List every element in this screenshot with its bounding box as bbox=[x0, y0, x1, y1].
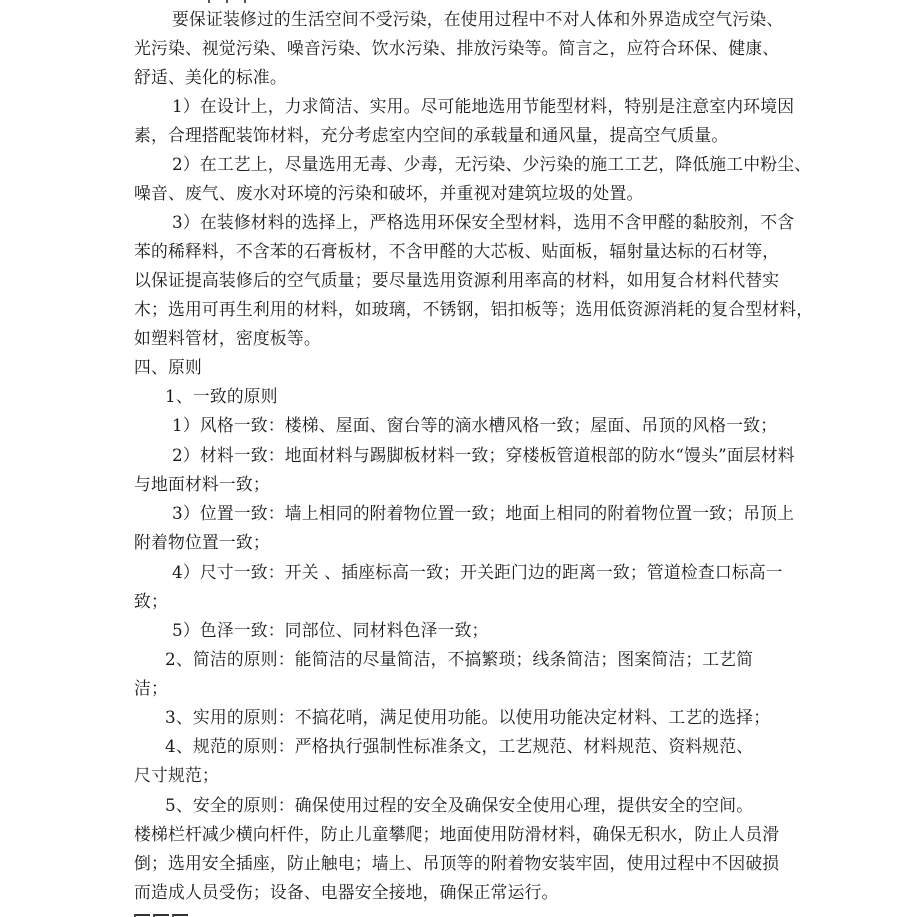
standards-line-1: 4、规范的原则：严格执行强制性标准条文，工艺规范、材料规范、资料规范、 bbox=[165, 736, 754, 756]
materials-item-line-4: 木；选用可再生利用的材料，如玻璃，不锈钢，铝扣板等；选用低资源消耗的复合型材料， bbox=[134, 299, 814, 319]
consistency-color-line: 5）色泽一致：同部位、同材料色泽一致； bbox=[172, 620, 489, 640]
materials-item-line-3: 以保证提高装修后的空气质量；要尽量选用资源利用率高的材料，如用复合材料代替实 bbox=[134, 270, 780, 290]
consistency-position-line-1: 3）位置一致：墙上相同的附着物位置一致；地面上相同的附着物位置一致；吊顶上 bbox=[172, 503, 795, 523]
consistency-position-line-2: 附着物位置一致； bbox=[134, 532, 270, 552]
para-1-line-3: 舒适、美化的标准。 bbox=[134, 67, 287, 87]
section-heading: 四、原则 bbox=[134, 357, 202, 377]
materials-item-line-5: 如塑料管材，密度板等。 bbox=[134, 328, 321, 348]
consistency-size-line-2: 致； bbox=[134, 591, 168, 611]
cropped-next-heading-fragment bbox=[134, 909, 204, 917]
simplicity-line-1: 2、简洁的原则：能简洁的尽量简洁，不搞繁琐；线条简洁；图案简洁；工艺简 bbox=[165, 649, 754, 669]
materials-item-line-1: 3）在装修材料的选择上，严格选用环保安全型材料，选用不含甲醛的黏胶剂，不含 bbox=[172, 212, 795, 232]
consistency-size-line-1: 4）尺寸一致：开关 、插座标高一致；开关距门边的距离一致；管道检查口标高一 bbox=[172, 562, 783, 582]
process-item-line-1: 2）在工艺上，尽量选用无毒、少毒，无污染、少污染的施工工艺，降低施工中粉尘、 bbox=[172, 154, 812, 174]
practicality-line: 3、实用的原则：不搞花哨，满足使用功能。以使用功能决定材料、工艺的选择； bbox=[165, 707, 771, 727]
subsection-heading-consistency: 1、一致的原则 bbox=[165, 386, 278, 406]
consistency-style-line: 1）风格一致：楼梯、屋面、窗台等的滴水槽风格一致；屋面、吊顶的风格一致； bbox=[172, 415, 778, 435]
consistency-material-line-1: 2）材料一致：地面材料与踢脚板材料一致；穿楼板管道根部的防水“馒头”面层材料 bbox=[172, 445, 795, 465]
standards-line-2: 尺寸规范； bbox=[134, 765, 219, 785]
para-1-line-1: 要保证装修过的生活空间不受污染，在使用过程中不对人体和外界造成空气污染、 bbox=[172, 9, 784, 29]
process-item-line-2: 噪音、废气、废水对环境的污染和破坏，并重视对建筑垃圾的处置。 bbox=[134, 183, 644, 203]
safety-line-1: 5、安全的原则：确保使用过程的安全及确保安全使用心理，提供安全的空间。 bbox=[165, 795, 754, 815]
design-item-line-1: 1）在设计上，力求简洁、实用。尽可能地选用节能型材料，特别是注意室内环境因 bbox=[172, 96, 795, 116]
materials-item-line-2: 苯的稀释料，不含苯的石膏板材，不含甲醛的大芯板、贴面板，辐射量达标的石材等， bbox=[134, 241, 780, 261]
para-1-line-2: 光污染、视觉污染、噪音污染、饮水污染、排放污染等。简言之，应符合环保、健康、 bbox=[134, 38, 780, 58]
consistency-material-line-2: 与地面材料一致； bbox=[134, 474, 270, 494]
safety-line-2: 楼梯栏杆减少横向杆件，防止儿童攀爬；地面使用防滑材料，确保无积水，防止人员滑 bbox=[134, 824, 780, 844]
safety-line-4: 而造成人员受伤；设备、电器安全接地，确保正常运行。 bbox=[134, 882, 559, 902]
safety-line-3: 倒；选用安全插座，防止触电；墙上、吊顶等的附着物安装牢固，使用过程中不因破损 bbox=[134, 853, 780, 873]
design-item-line-2: 素，合理搭配装饰材料，充分考虑室内空间的承载量和通风量，提高空气质量。 bbox=[134, 125, 729, 145]
simplicity-line-2: 洁； bbox=[134, 678, 168, 698]
cropped-heading-fragment bbox=[194, 0, 250, 3]
